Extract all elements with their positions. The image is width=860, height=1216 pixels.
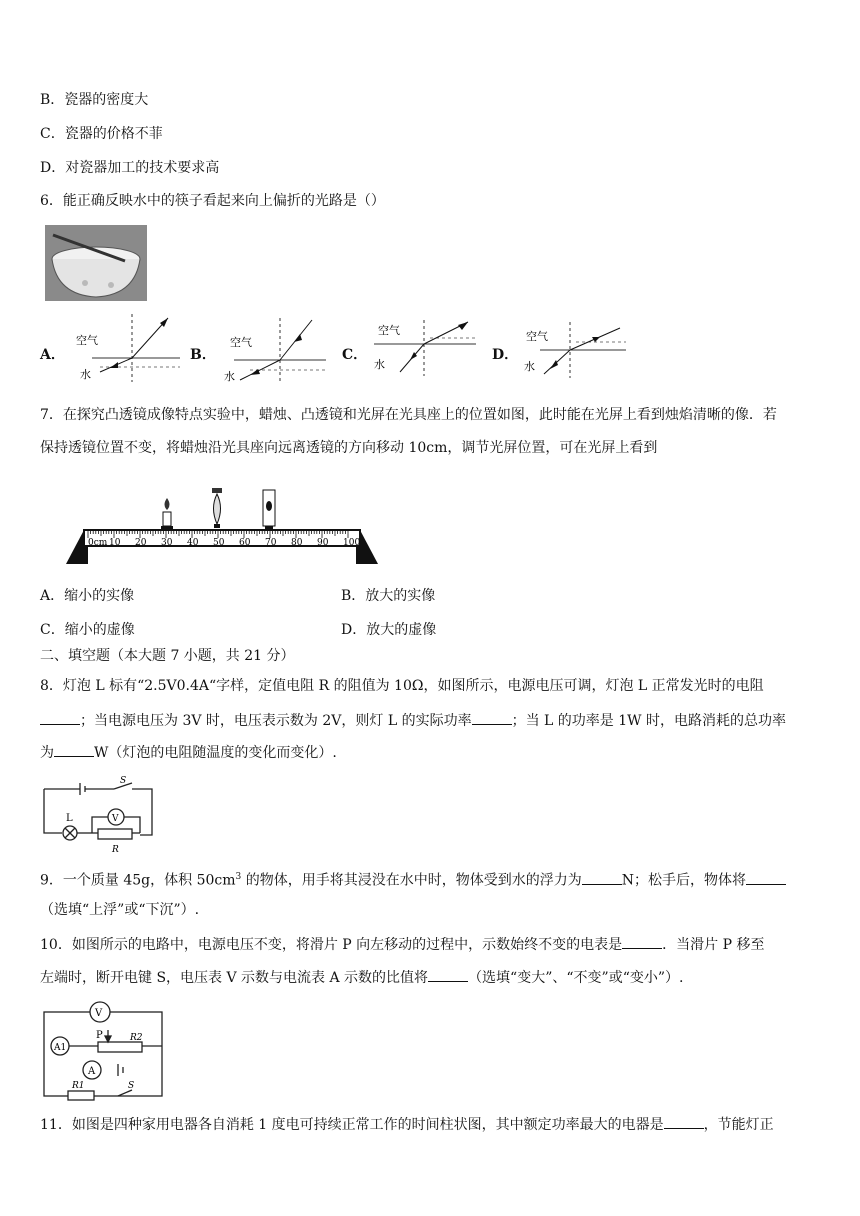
label-water: 水	[224, 370, 235, 383]
answer-blank[interactable]	[746, 870, 786, 885]
label-resistor-r: R	[112, 845, 119, 855]
q6-diagram-b	[220, 316, 330, 386]
ruler-tick-label: 40	[187, 538, 199, 548]
q7-option-b: B．放大的实像	[341, 588, 436, 604]
answer-blank[interactable]	[428, 967, 468, 982]
answer-blank[interactable]	[472, 710, 512, 725]
label-lamp-l: L	[66, 813, 73, 824]
q5-option-c: C．瓷器的价格不菲	[40, 126, 163, 142]
label-switch-s: S	[128, 1081, 135, 1091]
ruler-tick-label: 50	[213, 538, 225, 548]
q11-line1: 11．如图是四种家用电器各自消耗 1 度电可持续正常工作的时间柱状图，其中额定功率最大的电器是 ，节能灯正	[40, 1114, 774, 1135]
label-air: 空气	[76, 334, 98, 347]
candle	[161, 498, 173, 531]
answer-blank[interactable]	[54, 742, 94, 757]
ruler-tick-label: 60	[239, 538, 251, 548]
label-voltmeter-v: V	[112, 814, 119, 824]
label-water: 水	[80, 368, 91, 381]
ruler-tick-label: 0cm	[88, 538, 108, 548]
q7-option-a: A．缩小的实像	[40, 588, 135, 604]
q10-line1: 10．如图所示的电路中，电源电压不变，将滑片 P 向左移动的过程中，示数始终不变的电表是 ．当滑片 P 移至	[40, 934, 764, 955]
answer-blank[interactable]	[664, 1114, 704, 1129]
q9-line2: （选填“上浮”或“下沉”）.	[40, 902, 200, 918]
label-water: 水	[524, 360, 535, 373]
label-slider-p: P	[96, 1030, 103, 1041]
q6-stem: 6．能正确反映水中的筷子看起来向上偏折的光路是（）	[40, 193, 385, 209]
q7-option-d: D．放大的虚像	[341, 622, 437, 638]
q6-option-d-label: D．	[492, 347, 519, 363]
q10-circuit-diagram	[40, 998, 166, 1102]
q10-line2: 左端时，断开电键 S，电压表 V 示数与电流表 A 示数的比值将 （选填“变大”、“不变”或“变小”）.	[40, 967, 683, 988]
chopsticks-bowl-photo	[45, 225, 147, 301]
q6-option-c-label: C．	[342, 347, 368, 363]
q5-option-d: D．对瓷器加工的技术要求高	[40, 160, 220, 176]
light-screen	[263, 490, 275, 531]
answer-blank[interactable]	[582, 870, 622, 885]
q6-option-a-label: A．	[40, 347, 65, 363]
q6-diagram-d	[520, 320, 630, 380]
q6-diagram-a	[70, 312, 185, 384]
q7-stem-line2: 保持透镜位置不变，将蜡烛沿光具座向远离透镜的方向移动 10cm，调节光屏位置，可在光屏上看到	[40, 440, 658, 456]
label-air: 空气	[378, 324, 400, 337]
label-ammeter-a: A	[88, 1066, 96, 1077]
q6-option-b-label: B．	[190, 347, 216, 363]
ruler-tick-label: 100	[343, 538, 361, 548]
ruler-tick-label: 70	[265, 538, 277, 548]
label-resistor-r2: R2	[130, 1033, 143, 1043]
q5-option-b: B．瓷器的密度大	[40, 92, 149, 108]
ruler-tick-label: 10	[109, 538, 121, 548]
q7-stem-line1: 7．在探究凸透镜成像特点实验中，蜡烛、凸透镜和光屏在光具座上的位置如图，此时能在光屏上看到烛焰清晰的像．若	[40, 407, 777, 423]
label-ammeter-a1: A1	[54, 1043, 67, 1053]
q8-line2: ；当电源电压为 3V 时，电压表示数为 2V，则灯 L 的实际功率 ；当 L 的功率是 1W 时，电路消耗的总功率	[40, 710, 786, 731]
label-air: 空气	[526, 330, 548, 343]
section-title: 二、填空题（本大题 7 小题，共 21 分）	[40, 648, 295, 664]
q6-diagram-c	[370, 318, 480, 378]
label-switch-s: S	[120, 776, 127, 786]
ruler-tick-label: 90	[317, 538, 329, 548]
answer-blank[interactable]	[622, 934, 662, 949]
q8-line3: 为 W（灯泡的电阻随温度的变化而变化）.	[40, 742, 337, 763]
q8-line1: 8．灯泡 L 标有“2.5V0.4A“字样，定值电阻 R 的阻值为 10Ω，如图所示，电源电压可调，灯泡 L 正常发光时的电阻	[40, 678, 764, 694]
ruler-tick-label: 20	[135, 538, 147, 548]
label-resistor-r1: R1	[72, 1081, 85, 1091]
label-air: 空气	[230, 336, 252, 349]
optical-bench-diagram	[62, 486, 382, 570]
label-voltmeter-v: V	[95, 1008, 103, 1019]
q7-option-c: C．缩小的虚像	[40, 622, 135, 638]
ruler-tick-label: 30	[161, 538, 173, 548]
q8-circuit-diagram	[40, 775, 160, 855]
q9-line1: 9．一个质量 45g，体积 $50cm^3$ 的物体，用手将其浸没在水中时，物体受到水的浮力为 N；松手后，物体将	[40, 867, 786, 891]
convex-lens	[212, 488, 222, 528]
answer-blank[interactable]	[40, 710, 80, 725]
ruler-tick-label: 80	[291, 538, 303, 548]
label-water: 水	[374, 358, 385, 371]
